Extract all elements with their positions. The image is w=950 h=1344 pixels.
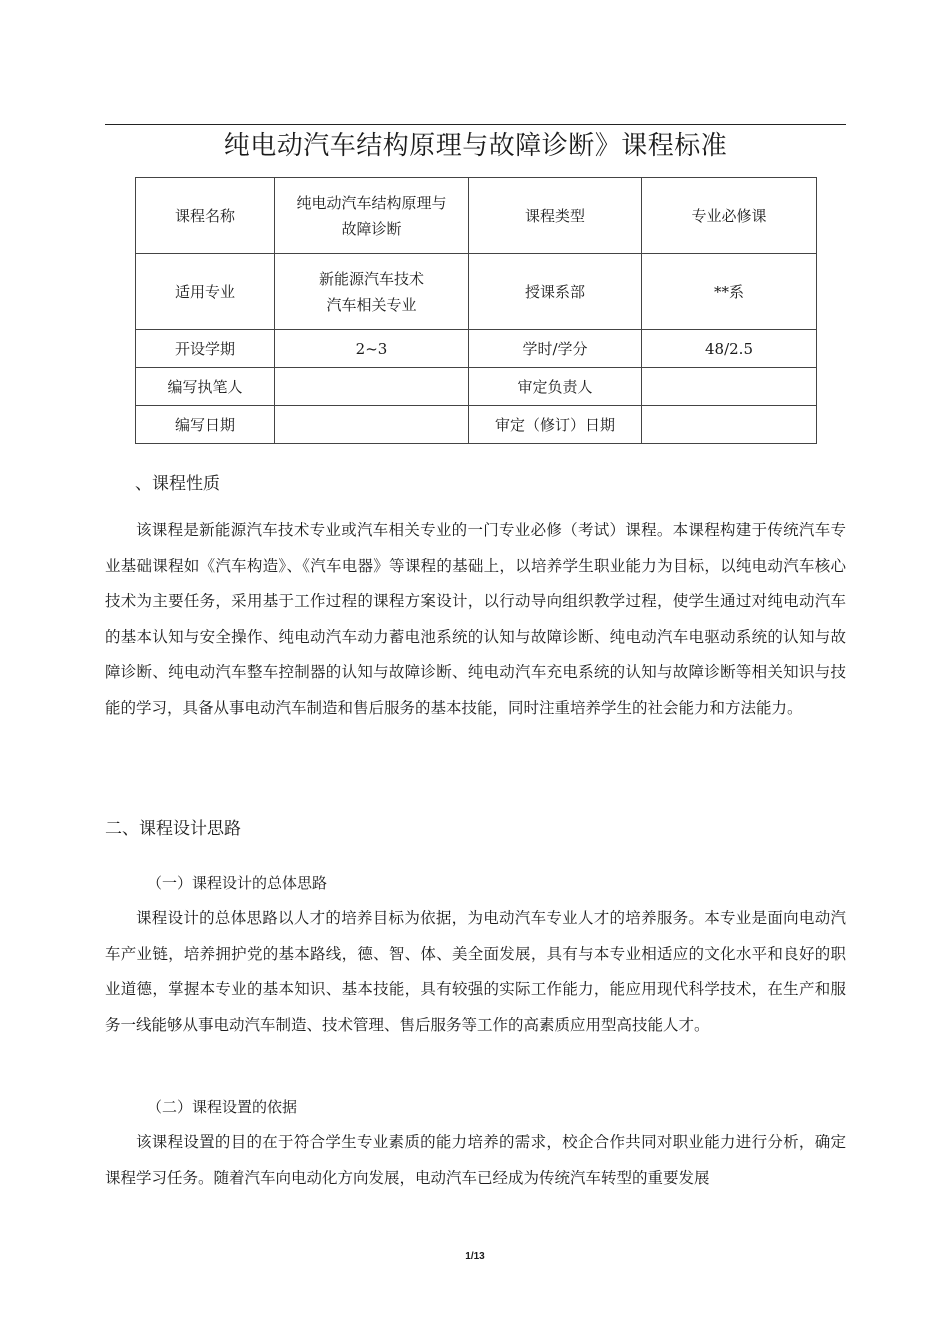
table-row [136, 406, 817, 444]
table-row [136, 368, 817, 406]
major-line: 汽车相关专业 [326, 295, 417, 314]
table-row [136, 254, 817, 330]
section-heading-design-approach: 二、课程设计思路 [105, 819, 241, 839]
table-value-cell: 2~3 [275, 330, 469, 368]
table-label-cell: 学时/学分 [469, 330, 642, 368]
table-label-cell: 适用专业 [136, 254, 275, 330]
table-value-cell: **系 [642, 254, 817, 330]
table-label-cell: 编写执笔人 [136, 368, 275, 406]
basis-paragraph: 该课程设置的目的在于符合学生专业素质的能力培养的需求，校企合作共同对职业能力进行分析，确定课程学习任务。随着汽车向电动化方向发展，电动汽车已经成为传统汽车转型的重要发展 [105, 1133, 846, 1187]
table-label-cell: 授课系部 [469, 254, 642, 330]
section-heading-course-nature: 、课程性质 [135, 474, 220, 494]
table-value-cell [642, 406, 817, 444]
table-label-cell: 开设学期 [136, 330, 275, 368]
table-row [136, 178, 817, 254]
table-value-cell [642, 368, 817, 406]
table-label-cell: 课程类型 [469, 178, 642, 254]
table-value-cell: 48/2.5 [642, 330, 817, 368]
table-label-cell: 审定（修订）日期 [469, 406, 642, 444]
table-value-cell [275, 406, 469, 444]
major-line: 新能源汽车技术 [318, 269, 424, 288]
table-value-cell [275, 368, 469, 406]
course-nature-paragraph: 该课程是新能源汽车技术专业或汽车相关专业的一门专业必修（考试）课程。本课程构建于传统汽车专业基础课程如《汽车构造》、《汽车电器》等课程的基础上，以培养学生职业能力为目标，以纯电动汽车核心技术为主要任务，采用基于工作过程的课程方案设计，以行动导向组织教学过程，使学生通过对纯电动汽车的基本认知与安全操作、纯电动汽车动力蓄电池系统的认知与故障诊断、纯电动汽车电驱动系统的认知与故障诊断、纯电动汽车整车控制器的认知与故障诊断、纯电动汽车充电系统的认知与故障诊断等相关知识与技能的学习，具备从事电动汽车制造和售后服务的基本技能，同时注重培养学生的社会能力和方法能力。 [105, 521, 846, 717]
course-name-cell [275, 178, 469, 254]
page-number: 1/13 [465, 1251, 485, 1262]
course-name-line: 故障诊断 [341, 219, 402, 238]
major-cell [275, 254, 469, 330]
table-label-cell: 审定负责人 [469, 368, 642, 406]
table-value-cell: 专业必修课 [642, 178, 817, 254]
table-label-cell: 编写日期 [136, 406, 275, 444]
table-row [136, 330, 817, 368]
overall-approach-paragraph: 课程设计的总体思路以人才的培养目标为依据，为电动汽车专业人才的培养服务。本专业是面向电动汽车产业链，培养拥护党的基本路线，德、智、体、美全面发展，具有与本专业相适应的文化水平和良好的职业道德，掌握本专业的基本知识、基本技能，具有较强的实际工作能力，能应用现代科学技术，在生产和服务一线能够从事电动汽车制造、技术管理、售后服务等工作的高素质应用型高技能人才。 [105, 909, 846, 1034]
document-title: 纯电动汽车结构原理与故障诊断》课程标准 [223, 131, 728, 161]
subsection-heading-basis: （二）课程设置的依据 [147, 1098, 298, 1116]
course-info-table [135, 177, 817, 444]
subsection-heading-overall-approach: （一）课程设计的总体思路 [147, 874, 328, 892]
course-name-line: 纯电动汽车结构原理与 [296, 193, 447, 212]
table-label-cell: 课程名称 [136, 178, 275, 254]
